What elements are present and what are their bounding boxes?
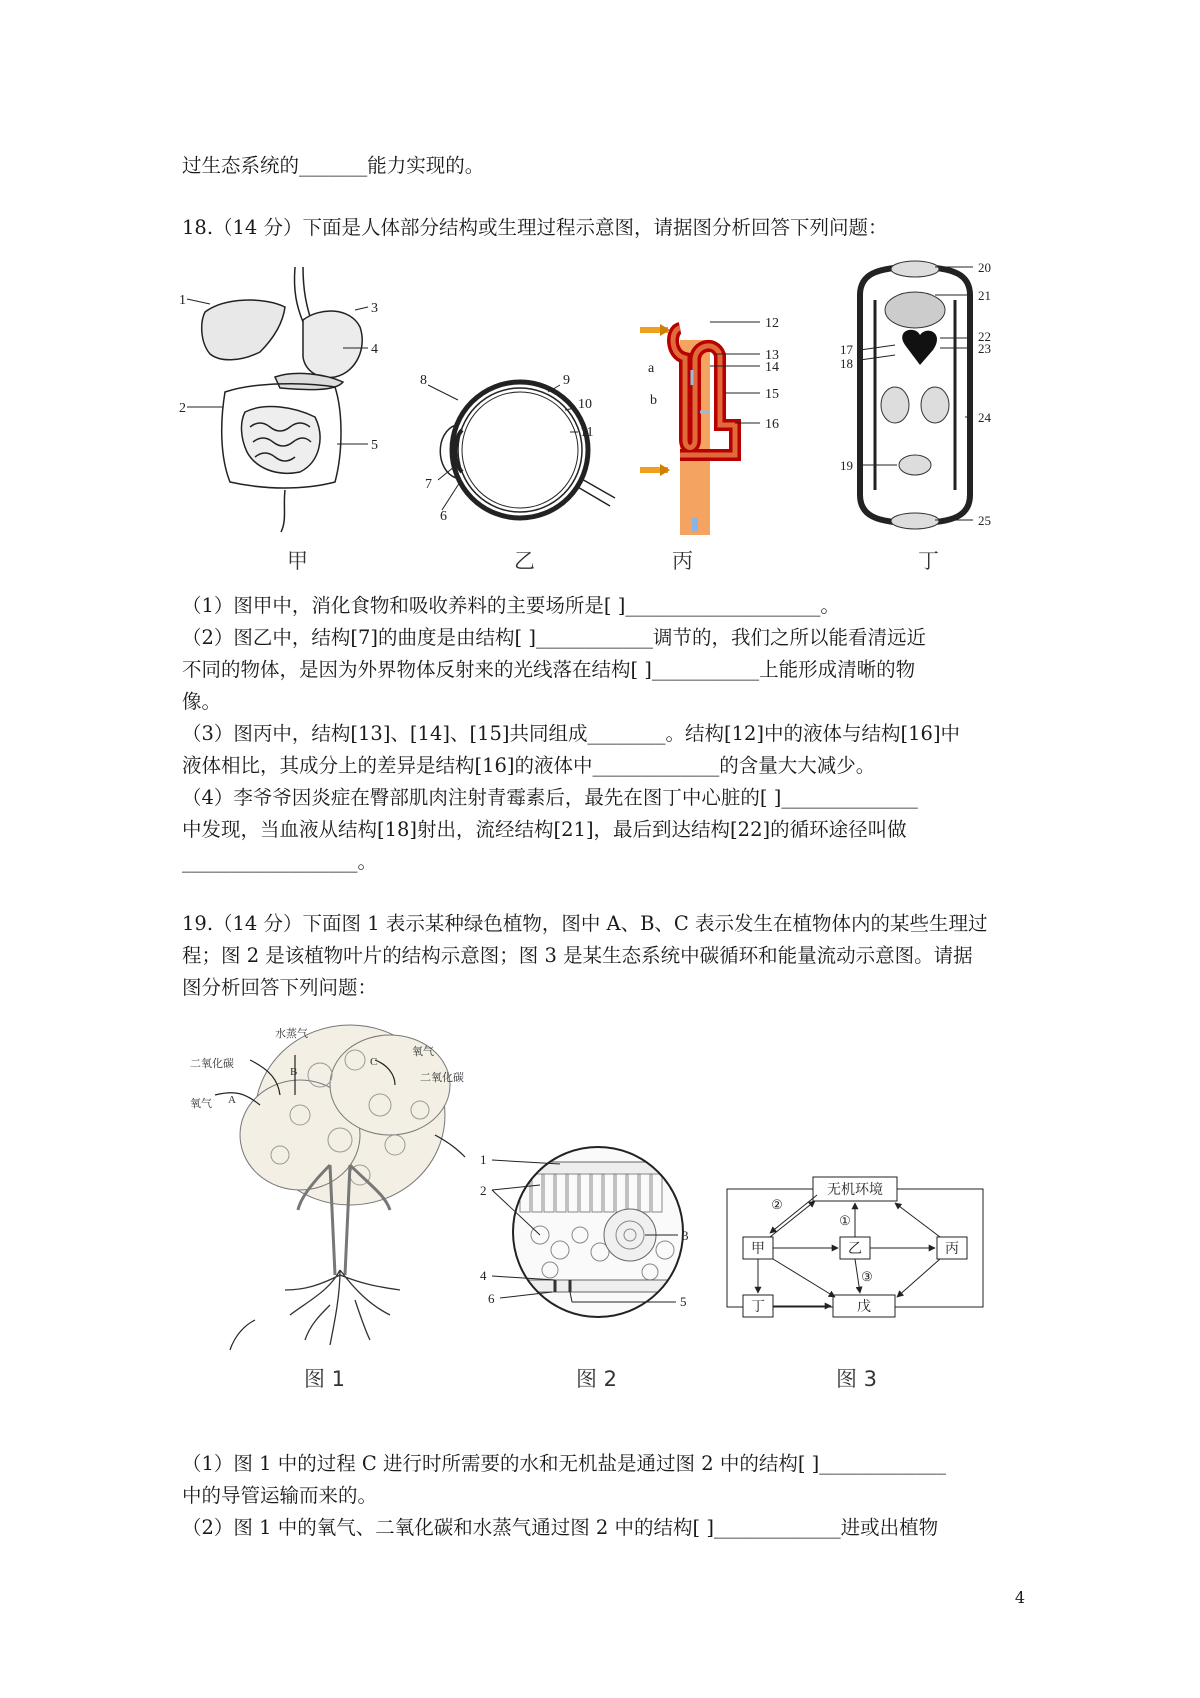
label-yi-8: 8 [420, 373, 427, 388]
caption-yi: 乙 [514, 549, 535, 573]
figure-ding-circulation [835, 255, 1005, 535]
q18-line-2: （2）图乙中，结构[7]的曲度是由结构[ ]____________调节的，我们之所以能看清远近 [182, 626, 926, 649]
choroid [458, 388, 582, 512]
esophagus [294, 267, 303, 322]
liver [202, 300, 285, 360]
figure-bing-nephron [640, 300, 815, 535]
q19-stem-1: 19.（14 分）下面图 1 表示某种绿色植物，图中 A、B、C 表示发生在植物体内的某些生理过 [182, 912, 988, 935]
fig1-label-o2-right: 氧气 [412, 1046, 434, 1058]
label-yi-11: 11 [580, 425, 594, 440]
label-ding-18: 18 [840, 356, 853, 371]
label-bing-14: 14 [765, 360, 779, 375]
label-yi-10: 10 [578, 397, 592, 412]
label-ding-21: 21 [978, 288, 991, 303]
label-yi-6: 6 [440, 509, 447, 524]
label-jia-3: 3 [371, 301, 378, 316]
q18-line-7: （4）李爷爷因炎症在臀部肌肉注射青霉素后，最先在图丁中心脏的[ ]______________ [182, 786, 918, 809]
fig2-label-2: 2 [480, 1183, 487, 1198]
label-yi-9: 9 [563, 373, 570, 388]
label-yi-7: 7 [425, 477, 432, 492]
q18-line-8: 中发现，当血液从结构[18]射出，流经结构[21]，最后到达结构[22]的循环途径叫做 [182, 818, 907, 841]
label-bing-16: 16 [765, 417, 779, 432]
label-ding-20: 20 [978, 260, 991, 275]
fig2-label-1: 1 [480, 1152, 487, 1167]
rectum [281, 490, 285, 532]
label-bing-12: 12 [765, 316, 779, 331]
figure-1-plant [190, 1015, 480, 1355]
fig1-label-water-vapor: 水蒸气 [275, 1028, 308, 1040]
fig1-label-B: B [290, 1066, 298, 1078]
q18-stem: 18.（14 分）下面是人体部分结构或生理过程示意图，请据图分析回答下列问题： [182, 216, 888, 239]
figure-jia-digestive-system [179, 262, 400, 547]
caption-ding: 丁 [918, 549, 939, 573]
label-jia-5: 5 [371, 438, 378, 453]
q18-line-1: （1）图甲中，消化食物和吸收养料的主要场所是[ ]____________________。 [182, 594, 840, 617]
body-capillaries [891, 513, 939, 529]
intro-line: 过生态系统的_______能力实现的。 [182, 154, 485, 177]
fig3-node-yi: 乙 [848, 1242, 862, 1257]
caption-fig1: 图 1 [304, 1367, 346, 1391]
fig2-label-5: 5 [680, 1294, 687, 1309]
fig1-label-co2-right: 二氧化碳 [420, 1072, 464, 1084]
fig2-label-4: 4 [480, 1268, 487, 1283]
label-ding-23: 23 [978, 341, 991, 356]
fig3-env-label: 无机环境 [827, 1183, 883, 1198]
fig1-label-C: C [370, 1056, 378, 1068]
fig2-label-3: 3 [682, 1228, 689, 1243]
fig3-node-wu: 戊 [857, 1300, 871, 1315]
fig3-node-jia: 甲 [751, 1242, 765, 1257]
caption-fig3: 图 3 [836, 1367, 878, 1391]
q18-line-5: （3）图丙中，结构[13]、[14]、[15]共同组成________。结构[12]中的液体与结构[16]中 [182, 722, 961, 745]
sclera [452, 382, 588, 518]
heart [902, 330, 937, 365]
label-bing-b: b [650, 393, 657, 408]
q18-line-4: 像。 [182, 690, 222, 713]
fig3-marker-2: ② [771, 1197, 783, 1212]
fig1-label-o2-left: 氧气 [190, 1098, 212, 1110]
label-ding-25: 25 [978, 513, 991, 528]
caption-fig2: 图 2 [576, 1367, 618, 1391]
q19-stem-2: 程；图 2 是该植物叶片的结构示意图；图 3 是某生态系统中碳循环和能量流动示意图。请据 [182, 944, 973, 967]
q19-line-1: （1）图 1 中的过程 C 进行时所需要的水和无机盐是通过图 2 中的结构[ ]_____________ [182, 1452, 946, 1475]
q19-stem-3: 图分析回答下列问题： [182, 976, 378, 999]
fig2-label-6: 6 [488, 1291, 495, 1306]
stomach [303, 311, 362, 378]
fig3-node-bing: 丙 [945, 1242, 959, 1257]
q19-line-3: （2）图 1 中的氧气、二氧化碳和水蒸气通过图 2 中的结构[ ]_____________进或出植物 [182, 1516, 939, 1539]
lung [885, 292, 945, 328]
label-ding-19: 19 [840, 458, 853, 473]
label-ding-22: 22 [978, 329, 991, 344]
retina [462, 392, 578, 508]
fig3-marker-1: ① [839, 1213, 851, 1228]
brain-capillaries [891, 261, 939, 277]
fig1-label-A: A [228, 1094, 236, 1106]
label-bing-13: 13 [765, 348, 779, 363]
q18-line-3: 不同的物体，是因为外界物体反射来的光线落在结构[ ]___________上能形成清晰的物 [182, 658, 916, 681]
label-ding-17: 17 [840, 342, 853, 357]
label-jia-4: 4 [371, 342, 378, 357]
label-jia-1: 1 [179, 293, 186, 308]
fig3-marker-3: ③ [861, 1269, 873, 1284]
fig3-node-ding: 丁 [751, 1300, 765, 1315]
caption-bing: 丙 [672, 549, 693, 573]
figure-3-carbon-cycle [725, 1175, 985, 1320]
label-ding-24: 24 [978, 410, 991, 425]
q18-line-6: 液体相比，其成分上的差异是结构[16]的液体中_____________的含量大大减少。 [182, 754, 876, 777]
q19-line-2: 中的导管运输而来的。 [182, 1484, 378, 1507]
label-jia-2: 2 [179, 401, 186, 416]
figure-yi-eyeball [420, 370, 620, 540]
figure-2-leaf-section [480, 1140, 710, 1325]
label-bing-15: 15 [765, 387, 779, 402]
q18-line-9: __________________。 [182, 850, 378, 873]
caption-jia: 甲 [287, 549, 308, 573]
page-number: 4 [1014, 1588, 1025, 1607]
label-bing-a: a [648, 361, 655, 376]
fig1-label-co2-left: 二氧化碳 [190, 1058, 234, 1070]
roots [285, 1270, 400, 1345]
